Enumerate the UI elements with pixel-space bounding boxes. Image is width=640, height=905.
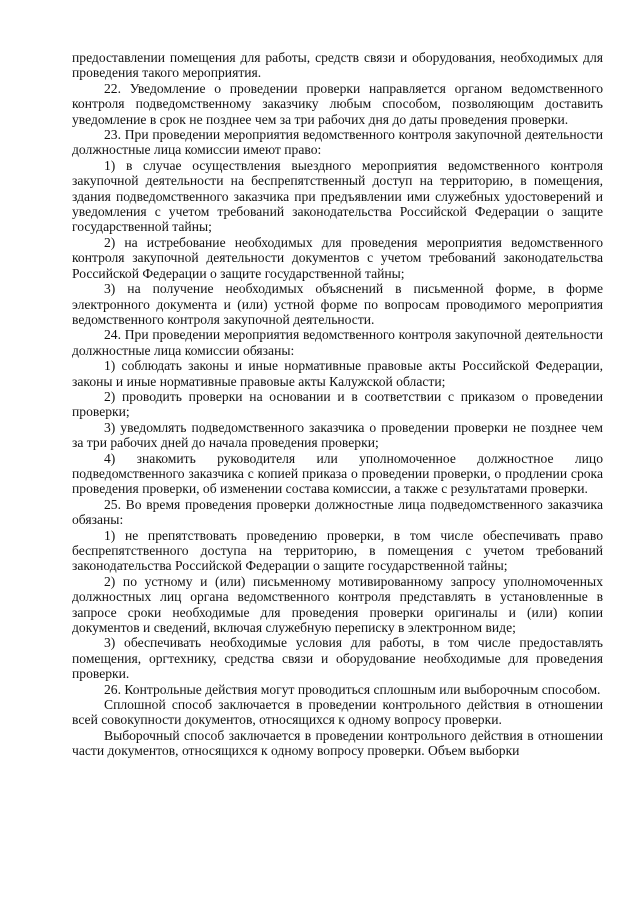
- paragraph-25-item-2: 2) по устному и (или) письменному мотивированному запросу уполномоченных должностных лиц органа ведомственного контроля представлять в установленные в запросе сроки необходимые для проведения проверки оригиналы и (или) копии документов и сведений, включая служебную переписку в электронном виде;: [72, 573, 603, 636]
- paragraph-25-item-1: 1) не препятствовать проведению проверки, в том числе обеспечивать право беспрепятственного доступа на территорию, в помещения с учетом требований законодательства Российской Федерации о защите государственной тайны;: [72, 527, 603, 574]
- paragraph-continuation: предоставлении помещения для работы, средств связи и оборудования, необходимых для проведения такого мероприятия.: [72, 50, 603, 81]
- paragraph-26-selective: Выборочный способ заключается в проведении контрольного действия в отношении части документов, относящихся к одному вопросу проверки. Объем выборки: [72, 727, 603, 759]
- paragraph-23-item-1: 1) в случае осуществления выездного мероприятия ведомственного контроля закупочной деятельности на беспрепятственный доступ на территорию, в помещения, здания подведомственного заказчика при предъявлении ими служебных удостоверений и уведомления с учетом требований законодательства Российской Федерации о защите государственной тайны;: [72, 157, 603, 235]
- paragraph-26-continuous: Сплошной способ заключается в проведении контрольного действия в отношении всей совокупности документов, относящихся к одному вопросу проверки.: [72, 697, 603, 728]
- paragraph-23-rights: 23. При проведении мероприятия ведомственного контроля закупочной деятельности должностные лица комиссии имеют право:: [72, 127, 603, 158]
- paragraph-22-notification: 22. Уведомление о проведении проверки направляется органом ведомственного контроля подведомственному заказчику любым способом, позволяющим доставить уведомление в срок не позднее чем за три рабочих дня до даты проведения проверки.: [72, 80, 603, 127]
- paragraph-24-item-2: 2) проводить проверки на основании и в соответствии с приказом о проведении проверки;: [72, 388, 603, 420]
- paragraph-25-item-3: 3) обеспечивать необходимые условия для работы, в том числе предоставлять помещения, оргтехнику, средства связи и оборудование необходимые для проведения проверки.: [72, 635, 603, 682]
- paragraph-24-item-3: 3) уведомлять подведомственного заказчика о проведении проверки не позднее чем за три рабочих дней до начала проведения проверки;: [72, 419, 603, 451]
- paragraph-24-item-4: 4) знакомить руководителя или уполномоченное должностное лицо подведомственного заказчика с копией приказа о проведении проверки, о продлении срока проведения проверки, об изменении состава комиссии, а также с результатами проверки.: [72, 450, 603, 497]
- paragraph-24-item-1: 1) соблюдать законы и иные нормативные правовые акты Российской Федерации, законы и иные нормативные правовые акты Калужской области;: [72, 358, 603, 389]
- paragraph-25-obligations: 25. Во время проведения проверки должностные лица подведомственного заказчика обязаны:: [72, 496, 603, 528]
- paragraph-23-item-3: 3) на получение необходимых объяснений в письменной форме, в форме электронного документа и (или) устной форме по вопросам проводимого мероприятия ведомственного контроля закупочной деятельности.: [72, 281, 603, 327]
- paragraph-23-item-2: 2) на истребование необходимых для проведения мероприятия ведомственного контроля закупочной деятельности документов с учетом требований законодательства Российской Федерации о защите государственной тайны;: [72, 234, 603, 281]
- paragraph-26-methods: 26. Контрольные действия могут проводиться сплошным или выборочным способом.: [104, 681, 601, 697]
- paragraph-24-duties: 24. При проведении мероприятия ведомственного контроля закупочной деятельности должностные лица комиссии обязаны:: [72, 327, 603, 358]
